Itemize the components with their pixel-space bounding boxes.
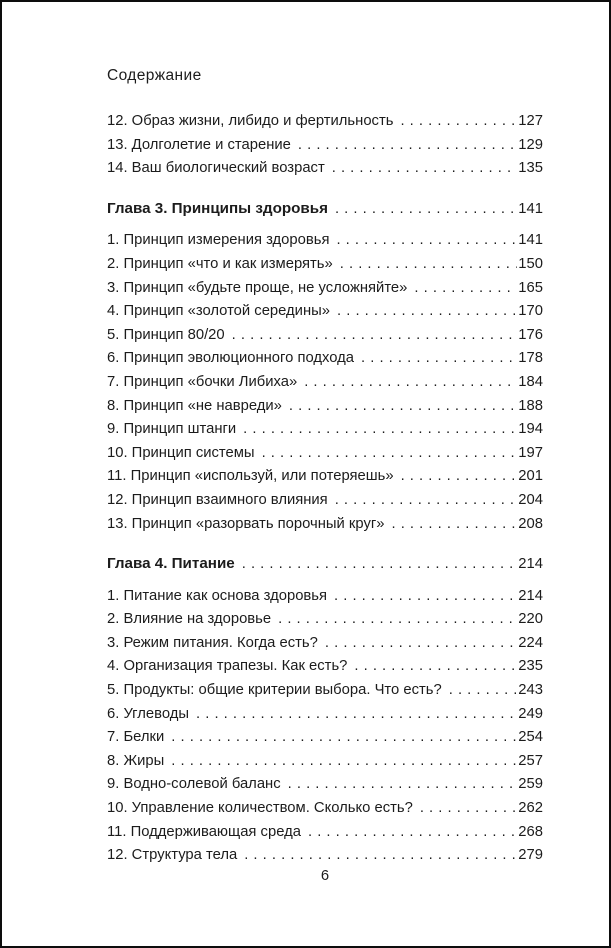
entry-page-number: 201 <box>518 468 543 485</box>
entry-page-number: 194 <box>518 421 543 438</box>
toc-entry <box>107 679 543 703</box>
entry-title: 14. Ваш биологический возраст <box>107 160 325 177</box>
dot-leader <box>333 253 517 277</box>
toc-entry <box>107 442 543 466</box>
toc-list <box>107 110 543 868</box>
entry-page-number: 257 <box>518 752 543 769</box>
toc-entry <box>107 632 543 656</box>
toc-entry <box>107 821 543 845</box>
toc-entry <box>107 347 543 371</box>
entry-page-number: 235 <box>518 658 543 675</box>
dot-leader <box>281 773 517 797</box>
entry-title: 12. Структура тела <box>107 847 238 864</box>
dot-leader <box>301 821 517 845</box>
entry-title: 13. Долголетие и старение <box>107 136 291 153</box>
entry-page-number: 214 <box>518 587 543 604</box>
dot-leader <box>347 655 517 679</box>
entry-page-number: 150 <box>518 255 543 272</box>
entry-title: 3. Принцип «будьте проще, не усложняйте» <box>107 279 408 296</box>
entry-title: 5. Продукты: общие критерии выбора. Что есть? <box>107 682 442 699</box>
dot-leader <box>282 395 517 419</box>
toc-entry <box>107 797 543 821</box>
entry-title: Глава 3. Принципы здоровья <box>107 199 328 217</box>
dot-leader <box>271 608 517 632</box>
entry-title: 6. Углеводы <box>107 705 189 722</box>
toc-entry <box>107 750 543 774</box>
entry-page-number: 184 <box>518 373 543 390</box>
entry-title: 11. Поддерживающая среда <box>107 823 301 840</box>
entry-page-number: 249 <box>518 705 543 722</box>
entry-page-number: 178 <box>518 350 543 367</box>
toc-entry <box>107 324 543 348</box>
page-number: 6 <box>320 868 330 884</box>
dot-leader <box>394 465 517 489</box>
entry-page-number: 176 <box>518 326 543 343</box>
entry-title: 2. Влияние на здоровье <box>107 611 272 628</box>
entry-title: 9. Водно-солевой баланс <box>107 776 281 793</box>
toc-entry <box>107 703 543 727</box>
toc-entry <box>107 110 543 134</box>
entry-page-number: 254 <box>518 729 543 746</box>
dot-leader <box>384 513 517 537</box>
dot-leader <box>164 750 517 774</box>
toc-entry <box>107 513 543 537</box>
entry-title: 12. Принцип взаимного влияния <box>107 491 328 508</box>
entry-title: 1. Питание как основа здоровья <box>107 587 328 604</box>
entry-page-number: 204 <box>518 491 543 508</box>
dot-leader <box>442 679 517 703</box>
dot-leader <box>236 418 517 442</box>
dot-leader <box>330 300 517 324</box>
entry-page-number: 268 <box>518 823 543 840</box>
entry-title: 5. Принцип 80/20 <box>107 326 225 343</box>
entry-title: 1. Принцип измерения здоровья <box>107 232 330 249</box>
entry-title: 4. Принцип «золотой середины» <box>107 303 330 320</box>
entry-page-number: 214 <box>518 556 543 573</box>
dot-leader <box>327 585 517 609</box>
entry-page-number: 220 <box>518 611 543 628</box>
dot-leader <box>297 371 517 395</box>
entry-page-number: 129 <box>518 136 543 153</box>
toc-chapter-heading <box>107 197 543 222</box>
entry-page-number: 208 <box>518 515 543 532</box>
toc-group <box>107 197 543 536</box>
toc-entry <box>107 773 543 797</box>
toc-entry <box>107 418 543 442</box>
toc-group <box>107 110 543 181</box>
entry-title: 9. Принцип штанги <box>107 421 237 438</box>
entry-title: Глава 4. Питание <box>107 555 235 573</box>
entry-page-number: 141 <box>518 232 543 249</box>
toc-group <box>107 552 543 868</box>
dot-leader <box>255 442 517 466</box>
dot-leader <box>225 324 517 348</box>
entry-page-number: 197 <box>518 444 543 461</box>
entry-page-number: 170 <box>518 303 543 320</box>
toc-entry <box>107 726 543 750</box>
entry-page-number: 188 <box>518 397 543 414</box>
entry-title: 7. Принцип «бочки Либиха» <box>107 373 298 390</box>
dot-leader <box>325 157 517 181</box>
dot-leader <box>407 277 517 301</box>
contents-title: Содержание <box>107 67 202 84</box>
dot-leader <box>235 553 517 577</box>
dot-leader <box>393 110 517 134</box>
toc-entry <box>107 134 543 158</box>
dot-leader <box>164 726 517 750</box>
toc-entry <box>107 608 543 632</box>
entry-title: 2. Принцип «что и как измерять» <box>107 255 333 272</box>
entry-title: 12. Образ жизни, либидо и фертильность <box>107 113 394 129</box>
toc-entry <box>107 489 543 513</box>
entry-title: 11. Принцип «используй, или потеряешь» <box>107 468 394 485</box>
entry-title: 10. Принцип системы <box>107 444 255 461</box>
toc-entry <box>107 395 543 419</box>
entry-title: 6. Принцип эволюционного подхода <box>107 350 355 367</box>
dot-leader <box>354 347 517 371</box>
toc-entry <box>107 844 543 868</box>
toc-entry <box>107 655 543 679</box>
entry-page-number: 262 <box>518 800 543 817</box>
toc-entry <box>107 229 543 253</box>
entry-page-number: 259 <box>518 776 543 793</box>
dot-leader <box>328 489 517 513</box>
toc-entry <box>107 465 543 489</box>
entry-title: 13. Принцип «разорвать порочный круг» <box>107 515 385 532</box>
entry-page-number: 224 <box>518 634 543 651</box>
entry-page-number: 279 <box>518 847 543 864</box>
toc-entry <box>107 157 543 181</box>
entry-title: 10. Управление количеством. Сколько есть? <box>107 800 413 817</box>
entry-page-number: 127 <box>518 113 543 129</box>
dot-leader <box>291 134 517 158</box>
entry-title: 4. Организация трапезы. Как есть? <box>107 658 348 675</box>
toc-entry <box>107 300 543 324</box>
entry-page-number: 135 <box>518 160 543 177</box>
dot-leader <box>189 703 517 727</box>
entry-page-number: 141 <box>518 200 543 217</box>
dot-leader <box>329 229 517 253</box>
entry-title: 3. Режим питания. Когда есть? <box>107 634 318 651</box>
toc-entry <box>107 253 543 277</box>
toc-entry <box>107 585 543 609</box>
dot-leader <box>413 797 517 821</box>
entry-title: 8. Жиры <box>107 752 165 769</box>
entry-page-number: 243 <box>518 682 543 699</box>
dot-leader <box>237 844 517 868</box>
entry-title: 7. Белки <box>107 729 165 746</box>
toc-chapter-heading <box>107 552 543 577</box>
toc-entry <box>107 277 543 301</box>
entry-page-number: 165 <box>518 279 543 296</box>
dot-leader <box>328 198 517 222</box>
entry-title: 8. Принцип «не навреди» <box>107 397 282 414</box>
toc-entry <box>107 371 543 395</box>
dot-leader <box>318 632 517 656</box>
